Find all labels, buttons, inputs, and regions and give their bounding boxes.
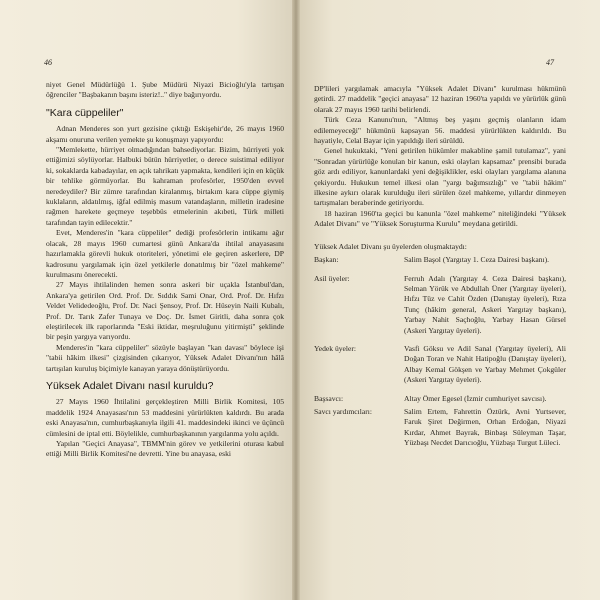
paragraph: Adnan Menderes son yurt gezisine çıktığı Eskişehir'de, 26 mayıs 1960 akşamı onuruna verilen yemekte şu konuşmayı yapıyordu:	[46, 124, 284, 144]
left-page-body	[46, 80, 284, 460]
member-row	[314, 394, 566, 404]
member-names: Vasfi Göksu ve Adil Sanal (Yargıtay üyeleri), Ali Doğan Toran ve Nahit Hatipoğlu (Danıştay üyeleri), Albay Kemal Gökşen ve Yarbay Mehmet Çokgüler (Askeri Yargıtay üyeleri).	[404, 343, 566, 385]
member-row	[314, 407, 566, 449]
paragraph: Evet, Menderes'in "kara cüppeliler" dediği profesörlerin intikamı ağır olacak, 28 mayıs 1960 cumartesi günü Ankara'da ihtilal anayasasını hazırlamakla görevli hukuk otoriteleri, yönetimi ele geçiren askerlere, DP kadrosunu yargılamak için özel yetkilerle donatılmış bir "özel mahkeme" kurulmasını önerecekti.	[46, 228, 284, 279]
paragraph: Yapılan "Geçici Anayasa", TBMM'nin görev ve yetkilerini oturası kabul ettiği Milli Birlik Komitesi'ne devretti. Yine bu anayasa, eski	[46, 439, 284, 459]
page-number: 46	[44, 58, 52, 67]
member-names: Salim Ertem, Fahrettin Öztürk, Avni Yurtsever, Faruk Şiret Değirmen, Orhan Erdoğan, Niyazi Kırdar, Ahmet Bayrak, Binbaşı Süleyman Taşar, Yüzbaşı Necdet Darıcıoğlu, Yüzbaşı Turgut Lüleci.	[404, 406, 566, 448]
member-row	[314, 344, 566, 386]
member-names: Ferruh Adalı (Yargıtay 4. Ceza Dairesi başkanı), Selman Yörük ve Abdullah Üner (Yargıtay üyeleri), Hıfzı Tüz ve Cahit Özden (Danıştay üyeleri), Rıza Tunç (hâkim general, Askeri Yargıtay başkanı), Yarbay Nahit Saçhoğlu, Yarbay Hasan Gürsel (Askeri Yargıtay üyeleri).	[404, 273, 566, 335]
paragraph: 27 Mayıs 1960 İhtilalini gerçekleştiren Milli Birlik Komitesi, 105 maddelik 1924 Anayasası'nın 53 maddesini yürürlükten kaldırdı. Bu arada eski Anayasa'nın, cumhurbaşkanıyla ilgili 41. maddesindeki ikinci ve üçüncü cümlesini de iptal etti. Böylelikle, cumhurbaşkanının yargılanma yolu açıldı.	[46, 397, 284, 438]
paragraph: 27 Mayıs ihtilalinden hemen sonra askeri bir uçakla İstanbul'dan, Ankara'ya getirilen Ord. Prof. Dr. Sıddık Sami Onar, Ord. Prof. Dr. Hıfzı Veldet Velidedeoğlu, Prof. Dr. Naci Şensoy, Prof. Dr. Hüseyin Naili Kubalı, Prof. Dr. Tarık Zafer Tunaya ve Doç. Dr. İsmet Giritli, daha sonra çok eleştirilecek ilk raporlarında "Eski iktidar, meşruluğunu yitirmişti" şeklinde bir peşin yargıya varıyordu.	[46, 280, 284, 342]
page-number: 47	[546, 58, 554, 67]
paragraph: niyet Genel Müdürlüğü 1. Şube Müdürü Niyazi Bicioğlu'yla tartışan öğrenciler "Başbakanın başını isteriz!.." diye bağırıyordu.	[46, 80, 284, 100]
member-role: Başsavcı:	[314, 393, 344, 403]
book-gutter	[292, 0, 300, 600]
paragraph: Menderes'in "kara cüppeliler" sözüyle başlayan "kan davası" böylece işi "tabii hâkim ilkesi" çizgisinden çıkarıyor, Yüksek Adalet Divanı'nın hâlâ tartışılan kuruluş biçimiyle kanayan yaraya dönüştürüyordu.	[46, 342, 284, 373]
members-list	[314, 242, 566, 449]
member-names: Salim Başol (Yargıtay 1. Ceza Dairesi başkanı).	[404, 255, 550, 265]
right-page-body	[314, 84, 566, 452]
section-heading: Yüksek Adalet Divanı nasıl kuruldu?	[46, 379, 214, 392]
member-role: Asil üyeler:	[314, 273, 350, 283]
member-row	[314, 255, 566, 265]
paragraph: DP'lileri yargılamak amacıyla "Yüksek Adalet Divanı" kurulması hükmünü getirdi. 27 maddelik "geçici anayasa" 12 haziran 1960'ta yapıldı ve yürürlük günü olarak 27 mayıs 1960 tarihi belirlendi.	[314, 84, 566, 114]
members-list-title: Yüksek Adalet Divanı şu üyelerden oluşmaktaydı:	[314, 241, 467, 251]
member-role: Başkan:	[314, 255, 339, 265]
member-role: Savcı yardımcıları:	[314, 406, 372, 416]
section-heading: "Kara cüppeliler"	[46, 106, 124, 119]
paragraph: "Memlekette, hürriyet olmadığından bahsediyorlar. Bizim, hürriyeti yok ettiğimizi söylüyorlar. Halbuki bütün hürriyetler, o derece suistimal ediliyor ki, sokaklarda kabadayılar, en açık tahrikatı yapmakta, kendileri için en küçük bir tehlike görmüyorlar. Bu kahraman profesörler, 1950'den evvel neredeydiler? Bir zümre tarafından kiralanmış, birtakım kara cüppe giymiş kuklaların, aldatılmış, iğfal edilmiş masum vatandaşların, milletin iradesine rağmen harekete geçmeye teşebbüs etmelerinin akıbeti, Türk milleti tarafından tayin edilecektir."	[46, 145, 284, 227]
left-page	[0, 0, 296, 600]
member-names: Altay Ömer Egesel (İzmir cumhuriyet savcısı).	[404, 393, 547, 403]
member-row	[314, 274, 566, 336]
paragraph: Genel hukuktaki, "Yeni getirilen hükümler makabline şamil tutulamaz", yani "Sonradan yürürlüğe konulan bir kanun, eski olayları kapsamaz" prensibi burada göz ardı ediliyor, kanunlardaki yeni değişiklikler, eski olayları yargılama alanına çekiyordu. Hukukun temel ilkesi olan "yargı bağımsızlığı" ve "tabii hâkim" ilkesine aykırı olarak kurulduğu ileri sürülen özel mahkeme, yıllardır dinmeyen tartışmaları beraberinde getiriyordu.	[314, 146, 566, 208]
right-page	[296, 0, 600, 600]
paragraph: Türk Ceza Kanunu'nun, "Altmış beş yaşını geçmiş olanların idam edilemeyeceği" hükmünü kapsayan 56. maddesi yürürlükten kaldırıldı. Bu hayatiyle, Celal Bayar için yapıldığı ileri sürüldü.	[314, 115, 566, 146]
paragraph: 18 haziran 1960'ta geçici bu kanunla "özel mahkeme" niteliğindeki "Yüksek Adalet Divanı" ve "Yüksek Soruşturma Kurulu" meydana getirildi.	[314, 208, 566, 229]
member-role: Yedek üyeler:	[314, 343, 357, 353]
